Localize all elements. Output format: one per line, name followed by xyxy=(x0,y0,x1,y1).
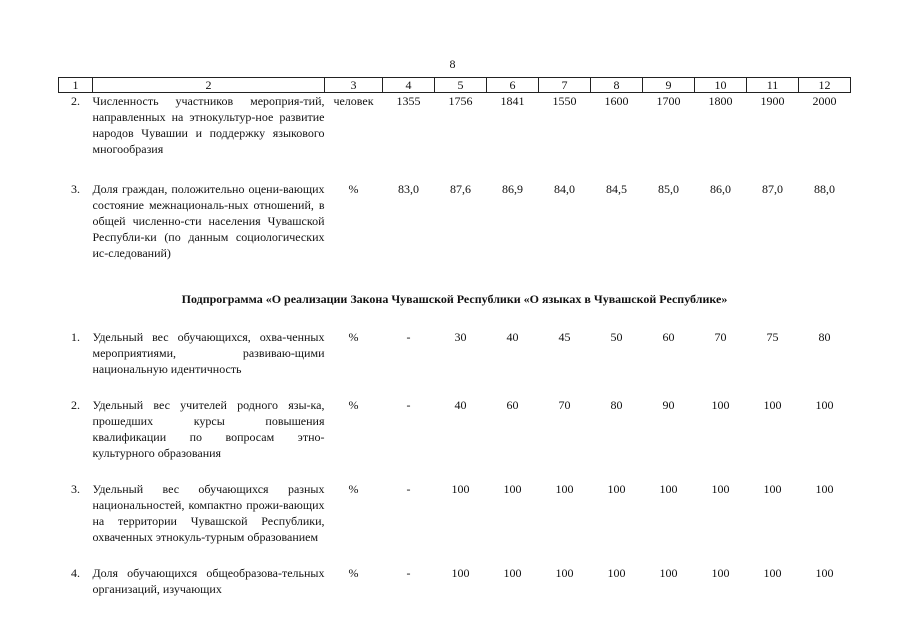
column-header: 4 xyxy=(383,78,435,93)
indicator-name: Удельный вес обучающихся разных национальностей, компактно прожи-вающих на территории Чувашской Республики, охваченных этнокуль-турным образованием xyxy=(92,482,325,544)
value-cell: 100 xyxy=(711,482,730,496)
column-header: 8 xyxy=(591,78,643,93)
value-cell: 45 xyxy=(558,330,571,344)
value-cell: 40 xyxy=(506,330,519,344)
value-cell: 100 xyxy=(607,566,626,580)
value-cell: 50 xyxy=(610,330,623,344)
value-cell: 60 xyxy=(662,330,675,344)
value-cell: 1355 xyxy=(396,94,421,108)
value-cell: 100 xyxy=(815,482,834,496)
value-cell: 85,0 xyxy=(658,182,679,196)
value-cell: 1756 xyxy=(448,94,473,108)
value-cell: 100 xyxy=(451,566,470,580)
subprogram-heading-row xyxy=(59,285,851,329)
value-cell: 100 xyxy=(659,482,678,496)
value-cell: 60 xyxy=(506,398,519,412)
column-header: 2 xyxy=(93,78,325,93)
column-header: 12 xyxy=(799,78,851,93)
value-cell: 1841 xyxy=(500,94,525,108)
value-cell: 70 xyxy=(714,330,727,344)
column-header: 3 xyxy=(325,78,383,93)
value-cell: 1700 xyxy=(656,94,681,108)
unit-cell: % xyxy=(348,182,359,196)
row-number: 1. xyxy=(71,330,80,344)
indicator-name: Доля обучающихся общеобразова-тельных организаций, изучающих xyxy=(92,566,325,596)
table-row xyxy=(59,329,851,397)
value-cell: - xyxy=(406,330,411,344)
unit-cell: человек xyxy=(333,94,374,108)
value-cell: 100 xyxy=(503,566,522,580)
value-cell: 100 xyxy=(451,482,470,496)
indicators-table xyxy=(58,77,851,597)
value-cell: 100 xyxy=(763,398,782,412)
value-cell: 90 xyxy=(662,398,675,412)
value-cell: 86,0 xyxy=(710,182,731,196)
row-number: 2. xyxy=(71,94,80,108)
value-cell: 40 xyxy=(454,398,467,412)
indicator-name: Доля граждан, положительно оцени-вающих состояние межнациональ-ных отношений, в общей численно-сти населения Чувашской Республи-ки (по данным социологических ис-следований) xyxy=(92,182,325,260)
table-row xyxy=(59,565,851,597)
value-cell: 100 xyxy=(555,482,574,496)
value-cell: 100 xyxy=(607,482,626,496)
column-header: 9 xyxy=(643,78,695,93)
table-row xyxy=(59,93,851,182)
column-header: 5 xyxy=(435,78,487,93)
indicator-name: Численность участников мероприя-тий, направленных на этнокультур-ное развитие народов Чувашии и поддержку языкового многообразия xyxy=(92,94,325,156)
indicator-name: Удельный вес учителей родного язы-ка, прошедших курсы повышения квалификации по вопросам этно-культурного образования xyxy=(92,398,325,460)
value-cell: 1900 xyxy=(760,94,785,108)
row-number: 3. xyxy=(71,182,80,196)
indicator-name: Удельный вес обучающихся, охва-ченных мероприятиями, развиваю-щими национальную идентичность xyxy=(92,330,325,376)
value-cell: 87,6 xyxy=(450,182,471,196)
value-cell: 30 xyxy=(454,330,467,344)
value-cell: 100 xyxy=(763,566,782,580)
value-cell: 83,0 xyxy=(398,182,419,196)
column-header: 10 xyxy=(695,78,747,93)
value-cell: 100 xyxy=(763,482,782,496)
row-number: 4. xyxy=(71,566,80,580)
value-cell: 100 xyxy=(503,482,522,496)
value-cell: 100 xyxy=(555,566,574,580)
column-header: 7 xyxy=(539,78,591,93)
value-cell: 100 xyxy=(711,398,730,412)
table-row xyxy=(59,397,851,481)
value-cell: 80 xyxy=(610,398,623,412)
column-number-header xyxy=(59,78,851,93)
subprogram-title: Подпрограмма «О реализации Закона Чувашской Республики «О языках в Чувашской Республике» xyxy=(181,292,728,306)
value-cell: 1550 xyxy=(552,94,577,108)
value-cell: - xyxy=(406,398,411,412)
value-cell: 84,5 xyxy=(606,182,627,196)
value-cell: 1600 xyxy=(604,94,629,108)
row-number: 2. xyxy=(71,398,80,412)
table-row xyxy=(59,481,851,565)
column-header: 1 xyxy=(59,78,93,93)
column-header: 11 xyxy=(747,78,799,93)
unit-cell: % xyxy=(348,398,359,412)
value-cell: 87,0 xyxy=(762,182,783,196)
table-row xyxy=(59,181,851,285)
value-cell: 84,0 xyxy=(554,182,575,196)
row-number: 3. xyxy=(71,482,80,496)
unit-cell: % xyxy=(348,330,359,344)
value-cell: 100 xyxy=(659,566,678,580)
value-cell: 2000 xyxy=(812,94,837,108)
value-cell: 80 xyxy=(818,330,831,344)
value-cell: 100 xyxy=(815,566,834,580)
value-cell: - xyxy=(406,482,411,496)
value-cell: 100 xyxy=(815,398,834,412)
column-header: 6 xyxy=(487,78,539,93)
unit-cell: % xyxy=(348,482,359,496)
value-cell: 100 xyxy=(711,566,730,580)
value-cell: 86,9 xyxy=(502,182,523,196)
value-cell: 88,0 xyxy=(814,182,835,196)
page-number: 8 xyxy=(449,57,456,71)
value-cell: 1800 xyxy=(708,94,733,108)
value-cell: - xyxy=(406,566,411,580)
value-cell: 75 xyxy=(766,330,779,344)
unit-cell: % xyxy=(348,566,359,580)
value-cell: 70 xyxy=(558,398,571,412)
